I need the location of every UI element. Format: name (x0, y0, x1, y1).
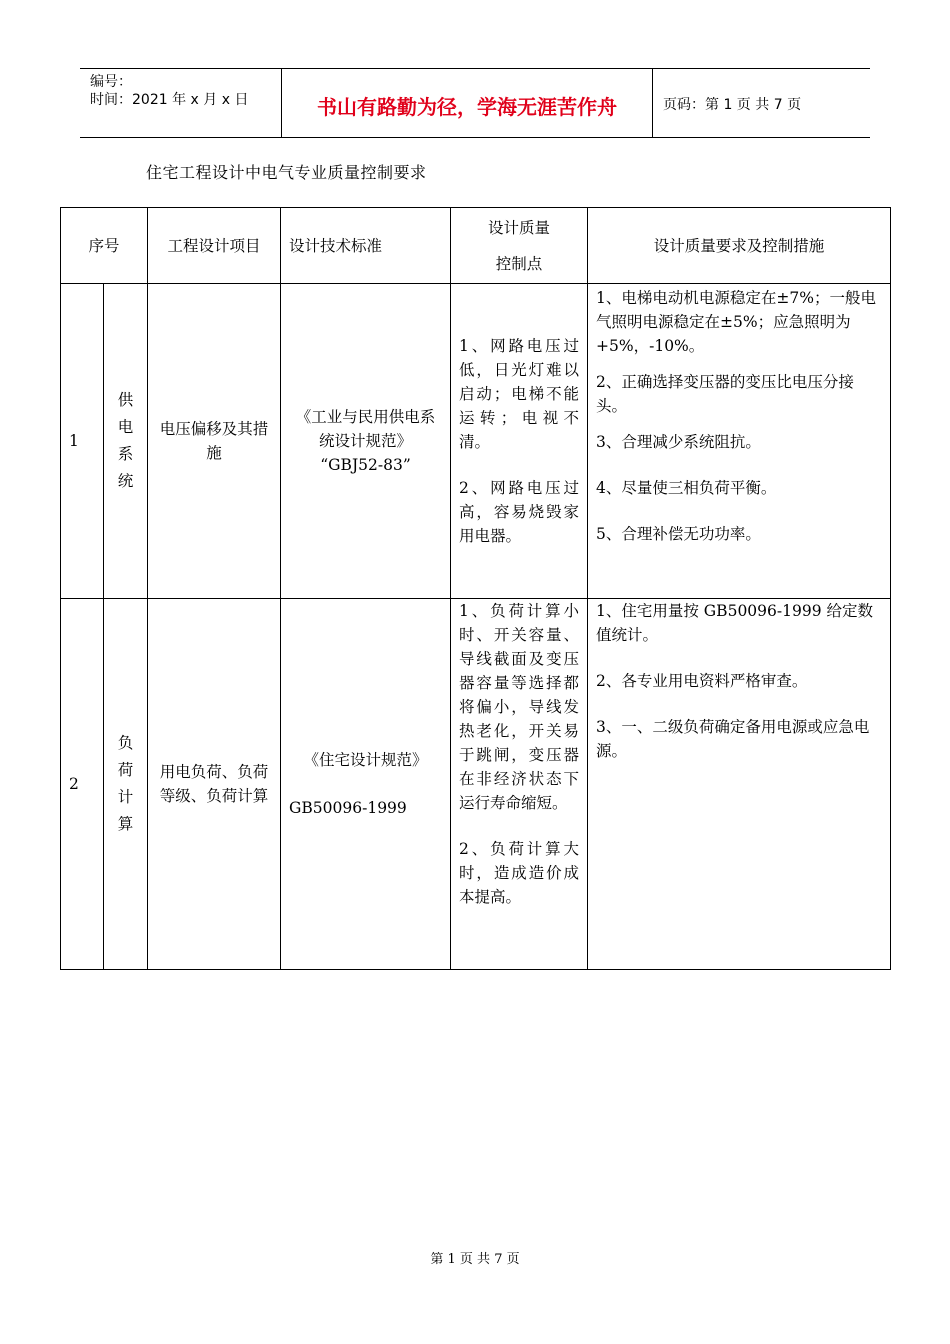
page-footer: 第 1 页 共 7 页 (430, 1252, 520, 1267)
row-control-points-cell (451, 599, 588, 970)
row-seq-cell (61, 599, 104, 970)
control-point-item: 2、负荷计算大时，造成造价成本提高。 (459, 840, 580, 906)
row-item-cell (148, 284, 281, 599)
header-motto-cell (282, 69, 653, 137)
header-item: 工程设计项目 (148, 208, 281, 284)
requirement-item: 2、各专业用电资料严格审查。 (596, 672, 808, 690)
document-title: 住宅工程设计中电气专业质量控制要求 (146, 163, 427, 182)
table-header-row (61, 208, 891, 284)
row-standard-name: 《工业与民用供电系统设计规范》 (295, 408, 436, 450)
row-category-cell (104, 599, 148, 970)
row-item-cell (148, 599, 281, 970)
header-page-info: 页码：第 1 页 共 7 页 (663, 97, 802, 113)
row-standard-cell (281, 599, 451, 970)
requirement-item: 1、电梯电动机电源稳定在±7%；一般电气照明电源稳定在±5%；应急照明为+5%，-10%。 (596, 289, 876, 355)
header-control-point-line2: 控制点 (495, 254, 543, 273)
control-point-item: 1、负荷计算小时、开关容量、导线截面及变压器容量等选择都将偏小，导线发热老化，开关易于跳闸，变压器在非经济状态下运行寿命缩短。 (459, 602, 580, 812)
row-requirements-cell (588, 284, 891, 599)
row-item: 用电负荷、负荷等级、负荷计算 (159, 763, 269, 805)
header-control-point-line1: 设计质量 (488, 218, 551, 237)
row-item: 电压偏移及其措施 (159, 420, 269, 462)
requirement-item: 4、尽量使三相负荷平衡。 (596, 479, 777, 497)
table-row (61, 284, 891, 599)
row-category: 负荷计算 (117, 734, 134, 833)
requirement-item: 1、住宅用量按 GB50096-1999 给定数值统计。 (596, 602, 873, 644)
table-row (61, 599, 891, 970)
row-seq: 1 (69, 432, 79, 450)
requirement-item: 3、一、二级负荷确定备用电源或应急电源。 (596, 718, 870, 760)
document-number-label: 编号： (90, 74, 132, 90)
header-control-point (451, 208, 588, 284)
header-seq: 序号 (61, 208, 148, 284)
row-seq: 2 (69, 775, 79, 793)
quality-control-table (60, 207, 891, 970)
header-page-cell (653, 69, 870, 137)
header-meta-cell (80, 69, 282, 137)
row-standard-code: “GBJ52-83” (320, 456, 411, 474)
control-point-item: 2、网路电压过高，容易烧毁家用电器。 (459, 479, 580, 545)
requirement-item: 3、合理减少系统阻抗。 (596, 433, 761, 451)
control-point-item: 1、网路电压过低，日光灯难以启动；电梯不能运转；电视不清。 (459, 337, 580, 451)
requirement-item: 5、合理补偿无功功率。 (596, 525, 761, 543)
row-seq-cell (61, 284, 104, 599)
row-category: 供电系统 (117, 391, 134, 490)
page-header (80, 68, 870, 138)
row-control-points-cell (451, 284, 588, 599)
row-standard-name: 《住宅设计规范》 (303, 751, 428, 769)
document-time-label: 时间：2021 年 x 月 x 日 (90, 92, 249, 108)
row-standard-cell (281, 284, 451, 599)
row-standard-code: GB50096-1999 (289, 799, 407, 817)
header-standard: 设计技术标准 (281, 208, 451, 284)
requirement-item: 2、正确选择变压器的变压比电压分接头。 (596, 373, 854, 415)
row-category-cell (104, 284, 148, 599)
header-requirements: 设计质量要求及控制措施 (588, 208, 891, 284)
header-motto: 书山有路勤为径，学海无涯苦作舟 (317, 95, 617, 119)
row-requirements-cell (588, 599, 891, 970)
